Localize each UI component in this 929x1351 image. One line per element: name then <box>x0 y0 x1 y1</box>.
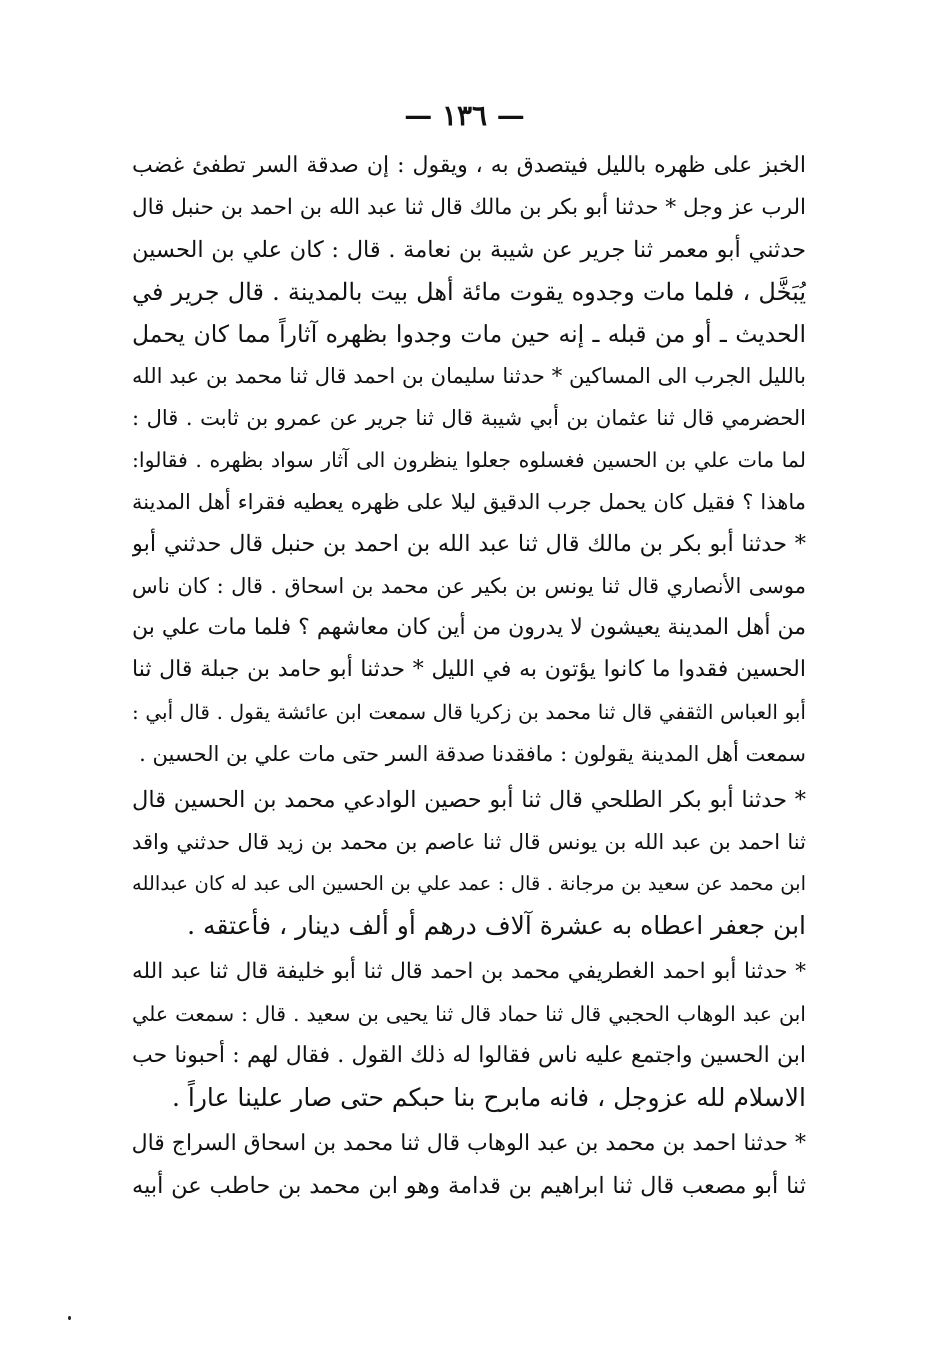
paragraph-3 <box>132 951 806 1119</box>
paragraph-1 <box>132 145 806 775</box>
text-line: الرب عز وجل * حدثنا أبو بكر بن مالك قال ثنا عبد الله بن احمد بن حنبل قال <box>132 195 806 220</box>
text-line: الحضرمي قال ثنا عثمان بن أبي شيبة قال ثنا جرير عن عمرو بن ثابت . قال : <box>132 406 806 430</box>
text-line: ثنا احمد بن عبد الله بن يونس قال ثنا عاصم بن محمد بن زيد قال حدثني واقد <box>132 830 806 854</box>
page-number: — ١٣٦ — <box>404 99 525 132</box>
paragraph-2 <box>132 779 806 947</box>
paragraph-4 <box>132 1123 806 1207</box>
text-line: بالليل الجرب الى المساكين * حدثنا سليمان بن احمد قال ثنا محمد بن عبد الله <box>132 364 806 388</box>
text-line: الخبز على ظهره بالليل فيتصدق به ، ويقول : إن صدقة السر تطفئ غضب <box>132 153 806 178</box>
text-line: * حدثنا أبو بكر بن مالك قال ثنا عبد الله بن احمد بن حنبل قال حدثني أبو <box>132 531 806 557</box>
text-line: ابن محمد عن سعيد بن مرجانة . قال : عمد علي بن الحسين الى عبد له كان عبدالله <box>132 872 806 895</box>
text-line: ثنا أبو مصعب قال ثنا ابراهيم بن قدامة وهو ابن محمد بن حاطب عن أبيه <box>132 1173 806 1199</box>
text-line: الاسلام لله عزوجل ، فانه مابرح بنا حبكم حتى صار علينا عاراً . <box>172 1083 806 1112</box>
text-line: * حدثنا أبو بكر الطلحي قال ثنا أبو حصين الوادعي محمد بن الحسين قال <box>132 787 806 813</box>
text-line: الحسين فقدوا ما كانوا يؤتون به في الليل * حدثنا أبو حامد بن جبلة قال ثنا <box>132 657 806 682</box>
text-line: أبو العباس الثقفي قال ثنا محمد بن زكريا قال سمعت ابن عائشة يقول . قال أبي : <box>132 700 806 724</box>
text-line: الحديث ـ أو من قبله ـ إنه حين مات وجدوا بظهره آثاراً مما كان يحمل <box>132 320 806 348</box>
text-line: * حدثنا احمد بن محمد بن عبد الوهاب قال ثنا محمد بن اسحاق السراج قال <box>132 1131 806 1156</box>
text-line: ابن الحسين واجتمع عليه ناس فقالوا له ذلك القول . فقال لهم : أحبونا حب <box>132 1043 806 1068</box>
text-line: * حدثنا أبو احمد الغطريفي محمد بن احمد قال ثنا أبو خليفة قال ثنا عبد الله <box>132 959 806 984</box>
body-text <box>132 145 806 1207</box>
text-line: حدثني أبو معمر ثنا جرير عن شيبة بن نعامة . قال : كان علي بن الحسين <box>132 237 806 263</box>
text-line: من أهل المدينة يعيشون لا يدرون من أين كان معاشهم ؟ فلما مات علي بن <box>132 615 806 640</box>
text-line: سمعت أهل المدينة يقولون : مافقدنا صدقة السر حتى مات علي بن الحسين . <box>139 742 806 766</box>
scan-speck <box>68 1316 71 1320</box>
text-line: موسى الأنصاري قال ثنا يونس بن بكير عن محمد بن اسحاق . قال : كان ناس <box>132 574 806 598</box>
text-line: ابن عبد الوهاب الحجبي قال ثنا حماد قال ثنا يحيى بن سعيد . قال : سمعت علي <box>132 1002 806 1026</box>
text-line: يُبَخَّل ، فلما مات وجدوه يقوت مائة أهل بيت بالمدينة . قال جرير في <box>132 278 806 306</box>
text-line: ابن جعفر اعطاه به عشرة آلاف درهم أو ألف دينار ، فأعتقه . <box>187 911 806 940</box>
text-line: لما مات علي بن الحسين فغسلوه جعلوا ينظرون الى آثار سواد بظهره . فقالوا: <box>132 448 806 472</box>
text-line: ماهذا ؟ فقيل كان يحمل جرب الدقيق ليلا على ظهره يعطيه فقراء أهل المدينة <box>132 490 806 514</box>
